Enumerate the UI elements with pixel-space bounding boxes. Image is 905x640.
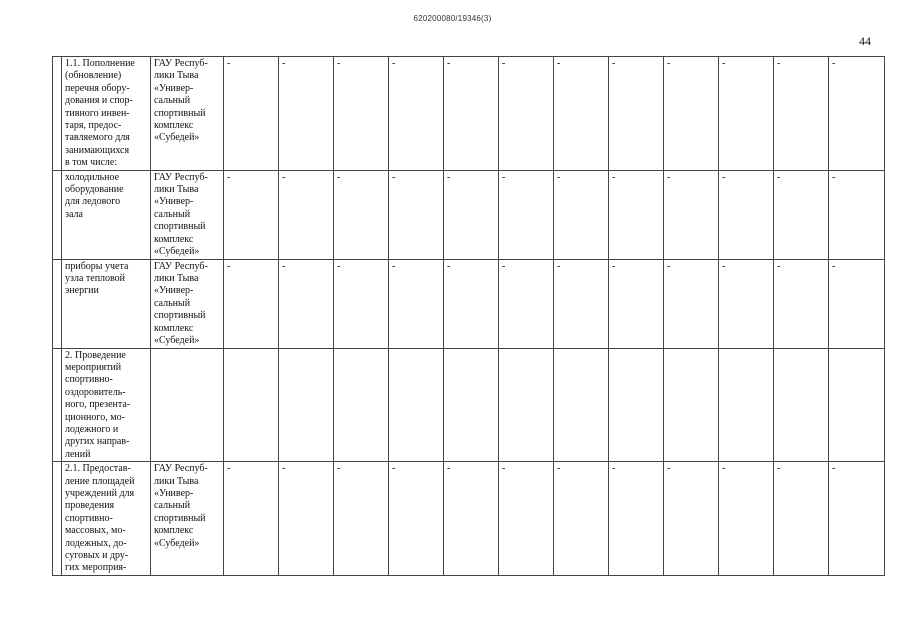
document-id: 620200080/19346(3)	[413, 14, 492, 23]
executor-cell: ГАУ Респуб- лики Тыва «Универ- сальный спортивный комплекс «Субедей»	[151, 57, 224, 171]
value-cell: -	[224, 462, 279, 576]
executor-cell: ГАУ Респуб- лики Тыва «Универ- сальный спортивный комплекс «Субедей»	[151, 462, 224, 576]
value-cell	[554, 348, 609, 462]
value-cell: -	[829, 170, 885, 259]
value-cell: -	[499, 170, 554, 259]
value-cell: -	[609, 462, 664, 576]
value-cell	[444, 348, 499, 462]
value-cell	[224, 348, 279, 462]
value-cell: -	[829, 57, 885, 171]
measure-name-cell: холодильное оборудование для ледового зала	[62, 170, 151, 259]
value-cell: -	[829, 259, 885, 348]
value-cell: -	[664, 57, 719, 171]
value-cell: -	[664, 462, 719, 576]
table-row	[53, 259, 885, 348]
value-cell: -	[609, 170, 664, 259]
value-cell: -	[224, 57, 279, 171]
value-cell: -	[554, 57, 609, 171]
measure-name-cell: 2. Проведение мероприятий спортивно- оздоровитель- ного, презента- ционного, мо- лодежного и других направ- лений	[62, 348, 151, 462]
value-cell: -	[829, 462, 885, 576]
value-cell	[719, 348, 774, 462]
row-number-cell	[53, 259, 62, 348]
table-row	[53, 57, 885, 171]
value-cell	[609, 348, 664, 462]
value-cell: -	[334, 57, 389, 171]
program-table	[52, 56, 885, 576]
value-cell	[334, 348, 389, 462]
value-cell: -	[444, 57, 499, 171]
value-cell: -	[719, 462, 774, 576]
value-cell: -	[554, 170, 609, 259]
value-cell: -	[719, 259, 774, 348]
value-cell: -	[389, 57, 444, 171]
value-cell: -	[334, 259, 389, 348]
executor-cell	[151, 348, 224, 462]
value-cell: -	[664, 170, 719, 259]
measure-name-cell: 2.1. Предостав- ление площадей учреждений для проведения спортивно- массовых, мо- лодежных, до- суговых и дру- гих мероприя-	[62, 462, 151, 576]
value-cell	[499, 348, 554, 462]
value-cell: -	[279, 259, 334, 348]
value-cell: -	[499, 462, 554, 576]
value-cell: -	[389, 170, 444, 259]
value-cell: -	[774, 57, 829, 171]
row-number-cell	[53, 57, 62, 171]
value-cell: -	[279, 170, 334, 259]
value-cell: -	[554, 259, 609, 348]
value-cell: -	[609, 57, 664, 171]
value-cell: -	[774, 170, 829, 259]
measure-name-cell: приборы учета узла тепловой энергии	[62, 259, 151, 348]
value-cell	[664, 348, 719, 462]
value-cell: -	[774, 259, 829, 348]
value-cell	[774, 348, 829, 462]
value-cell: -	[279, 462, 334, 576]
executor-cell: ГАУ Респуб- лики Тыва «Универ- сальный спортивный комплекс «Субедей»	[151, 170, 224, 259]
table-row	[53, 348, 885, 462]
value-cell: -	[224, 259, 279, 348]
value-cell: -	[444, 170, 499, 259]
value-cell	[279, 348, 334, 462]
value-cell	[829, 348, 885, 462]
value-cell: -	[444, 259, 499, 348]
value-cell: -	[499, 57, 554, 171]
executor-cell: ГАУ Респуб- лики Тыва «Универ- сальный спортивный комплекс «Субедей»	[151, 259, 224, 348]
value-cell: -	[334, 462, 389, 576]
table-row	[53, 462, 885, 576]
value-cell: -	[279, 57, 334, 171]
value-cell: -	[719, 170, 774, 259]
value-cell: -	[444, 462, 499, 576]
page-number: 44	[859, 34, 871, 48]
row-number-cell	[53, 170, 62, 259]
value-cell: -	[609, 259, 664, 348]
row-number-cell	[53, 348, 62, 462]
value-cell: -	[774, 462, 829, 576]
value-cell: -	[224, 170, 279, 259]
value-cell: -	[554, 462, 609, 576]
value-cell: -	[664, 259, 719, 348]
value-cell: -	[389, 462, 444, 576]
row-number-cell	[53, 462, 62, 576]
measure-name-cell: 1.1. Пополнение (обновление) перечня обору- дования и спор- тивного инвен- таря, предос- тавляемого для занимающихся в том числе:	[62, 57, 151, 171]
value-cell: -	[719, 57, 774, 171]
value-cell: -	[334, 170, 389, 259]
value-cell	[389, 348, 444, 462]
table-row	[53, 170, 885, 259]
value-cell: -	[499, 259, 554, 348]
value-cell: -	[389, 259, 444, 348]
